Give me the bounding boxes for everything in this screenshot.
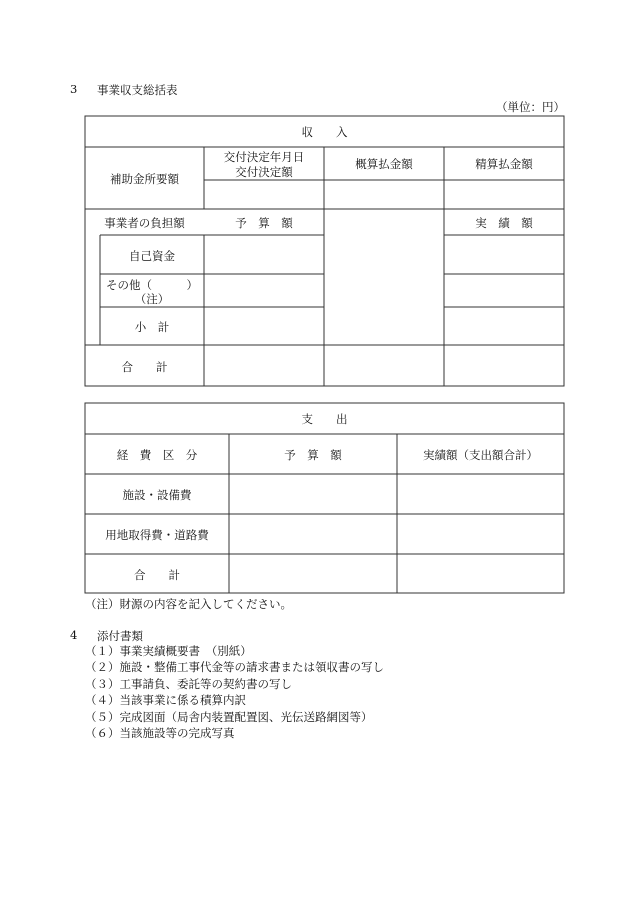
unit-label: （単位：円） [496,100,565,114]
income-header: 収 入 [301,125,348,139]
expense-header: 支 出 [301,412,348,426]
budget-label: 予 算 額 [235,216,293,230]
table-note: （注）財源の内容を記入してください。 [85,597,292,611]
expense-category-label: 経 費 区 分 [116,448,198,462]
burden-label: 事業者の負担額 [104,216,185,230]
settled-payment-label: 精算払金額 [475,157,533,171]
attachment-item: （４）当該事業に係る積算内訳 [85,693,246,707]
expense-actual-label: 実績額（支出額合計） [423,448,538,462]
expense-row-total: 合 計 [134,568,180,582]
section-4-title: 添付書類 [97,629,143,643]
subsidy-label: 補助金所要額 [110,172,179,186]
attachment-item: （３）工事請負、委託等の契約書の写し [85,677,292,691]
own-funds-label: 自己資金 [129,249,175,263]
section-3-number: 3 [70,82,78,96]
actual-label: 実 績 額 [475,216,533,230]
other-label-line2: （注） [134,292,170,306]
attachment-item: （２）施設・整備工事代金等の請求書または領収書の写し [85,660,384,674]
income-total-label: 合 計 [121,360,168,374]
subtotal-label: 小 計 [134,320,170,334]
expense-row-facilities: 施設・設備費 [122,488,192,502]
other-label-line1: その他（ ） [106,278,198,292]
expense-row-land: 用地取得費・道路費 [105,528,209,542]
attachment-item: （６）当該施設等の完成写真 [85,726,235,740]
decided-amount-line2: 交付決定額 [235,165,293,179]
expense-budget-label: 予 算 額 [284,448,342,462]
decided-amount-line1: 交付決定年月日 [223,150,305,164]
section-3-title: 事業収支総括表 [97,83,178,97]
section-4-number: 4 [70,628,78,642]
attachment-item: （１）事業実績概要書 （別紙） [85,644,252,658]
estimated-payment-label: 概算払金額 [355,157,413,171]
attachment-item: （５）完成図面（局舎内装置配置図、光伝送路網図等） [85,710,373,724]
